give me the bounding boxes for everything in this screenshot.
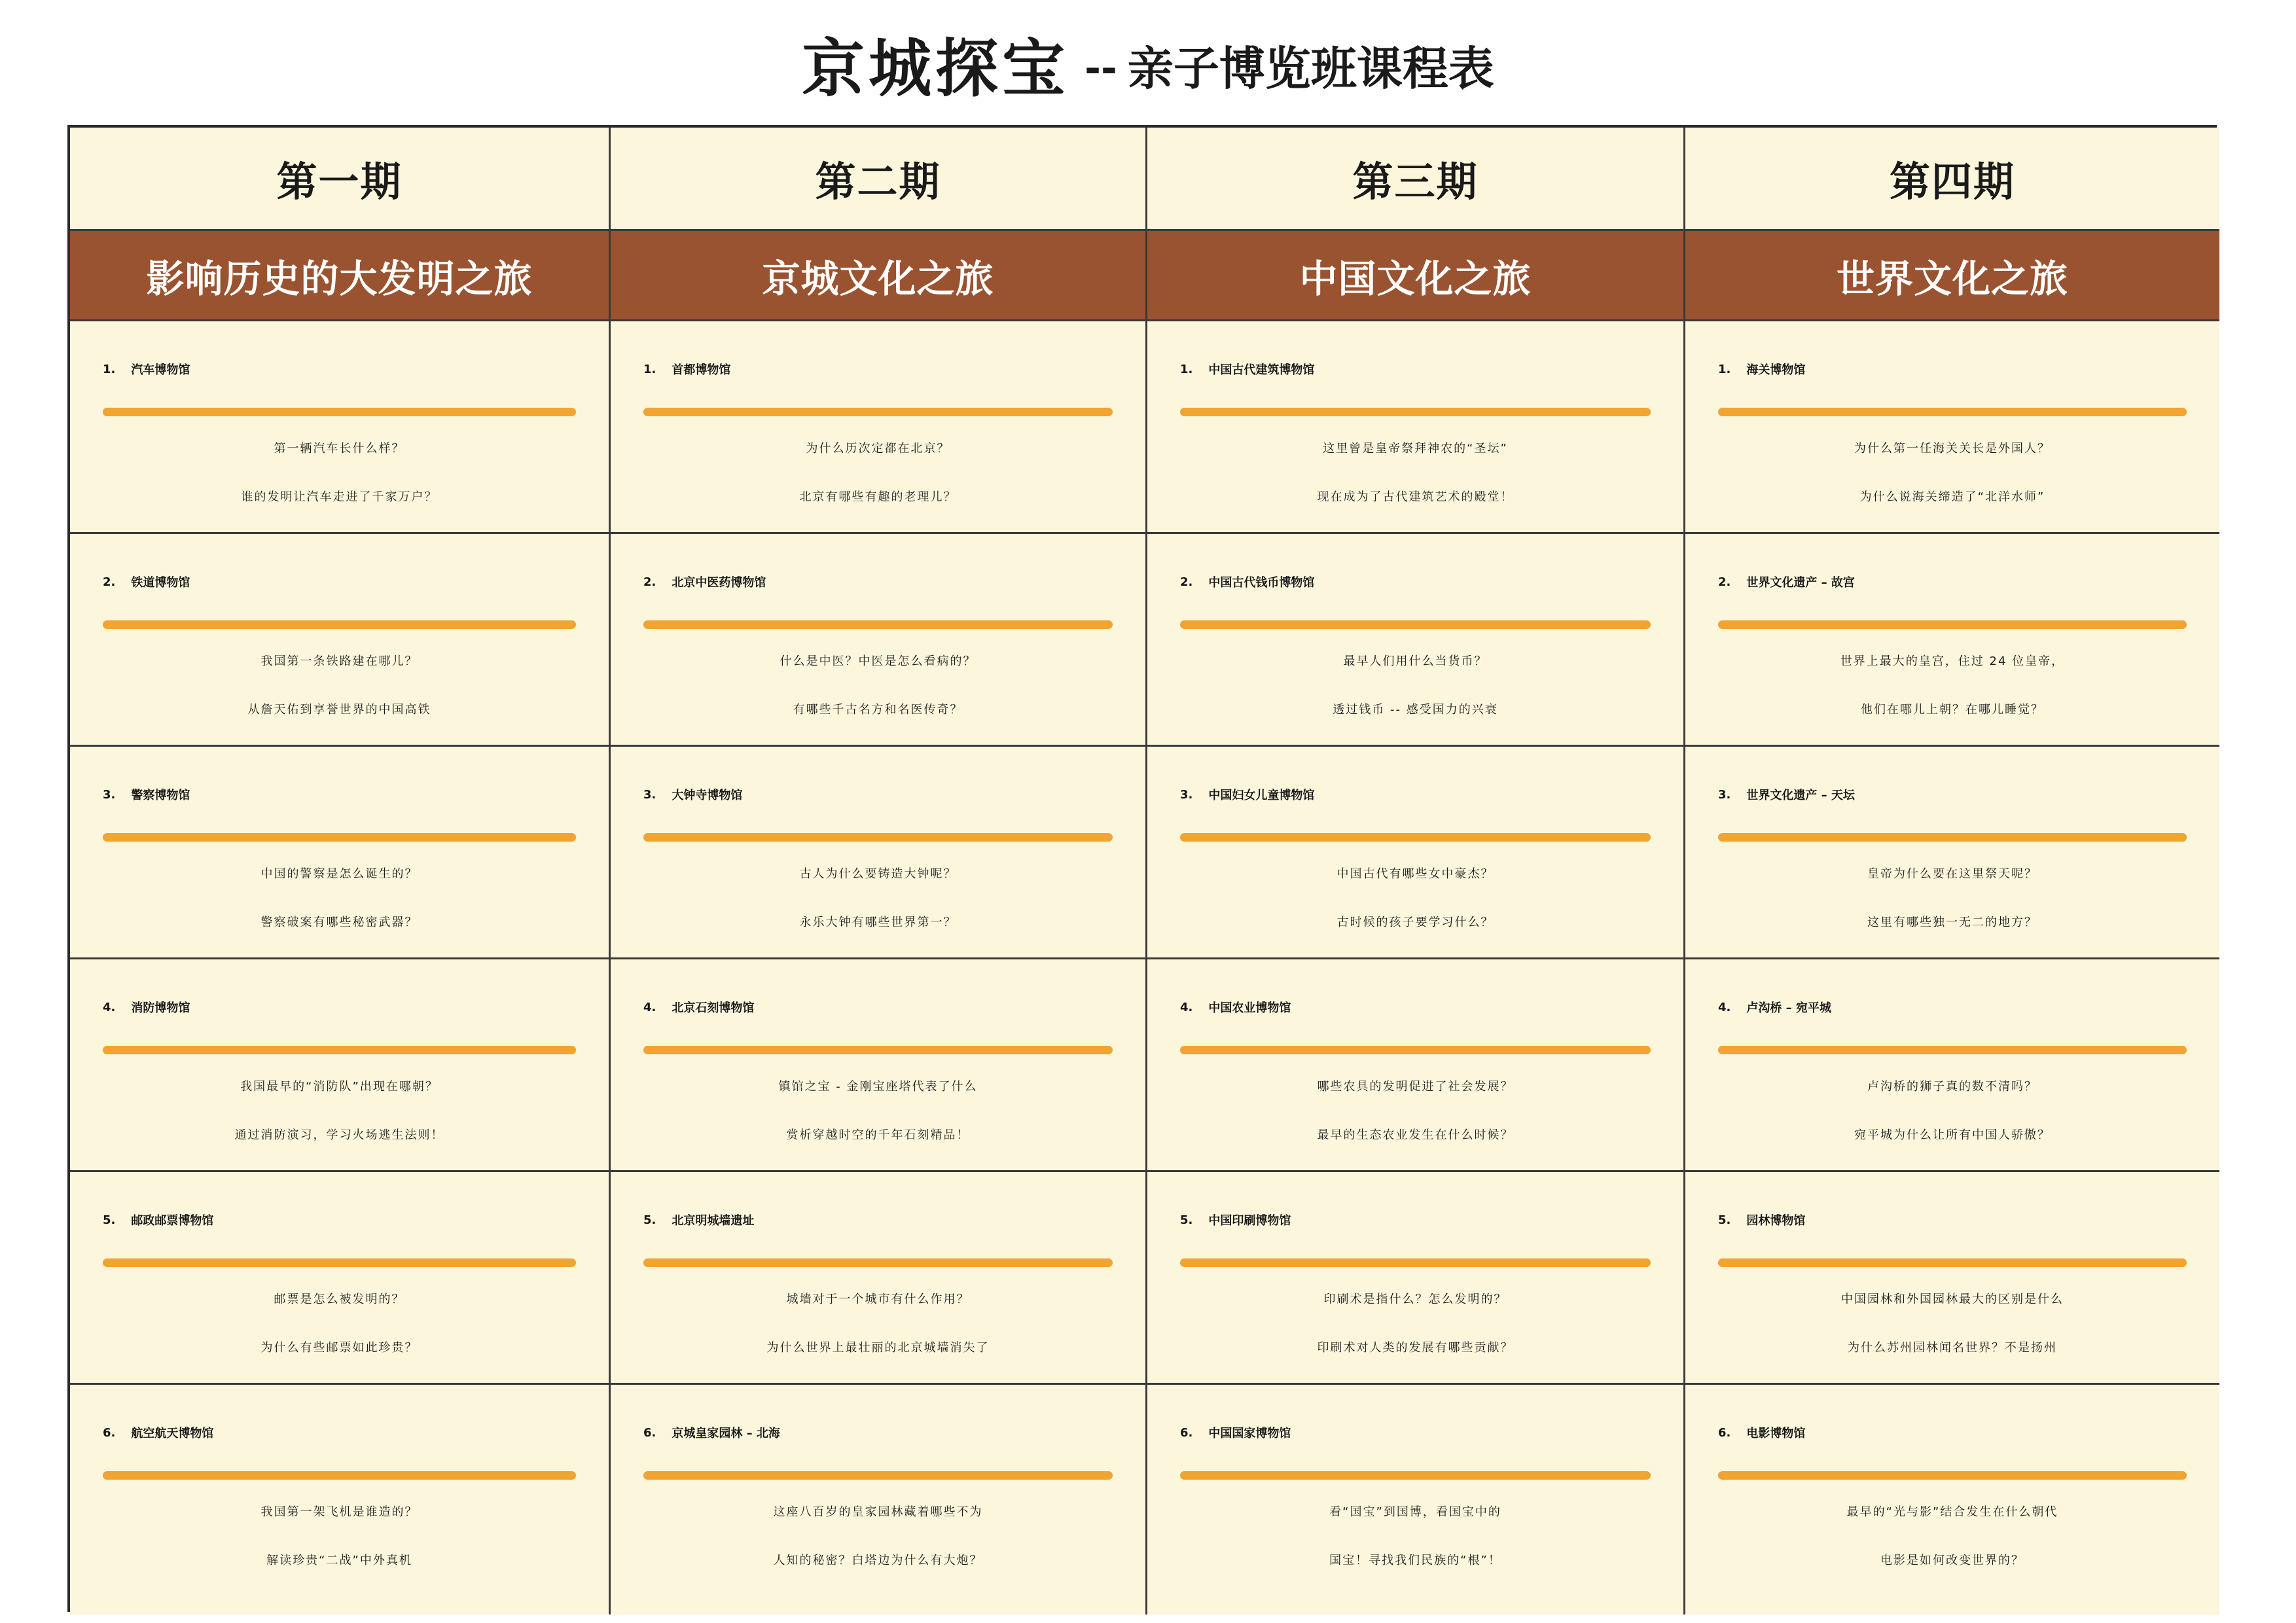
course-question: 这座八百岁的皇家园林藏着哪些不为 bbox=[773, 1505, 983, 1519]
course-name: 世界文化遗产 – 故宫 bbox=[1746, 576, 1855, 590]
course-title bbox=[1718, 765, 2206, 824]
course-question: 现在成为了古代建筑艺术的殿堂！ bbox=[1317, 490, 1514, 504]
course-questions bbox=[1160, 850, 1670, 947]
course-name: 汽车博物馆 bbox=[131, 363, 190, 377]
course-questions bbox=[624, 1063, 1132, 1160]
course-questions bbox=[1160, 637, 1670, 734]
course-questions bbox=[1160, 1488, 1670, 1585]
course-questions bbox=[624, 425, 1132, 522]
course-title bbox=[1180, 1190, 1670, 1249]
course-cell bbox=[1147, 1385, 1685, 1614]
course-title bbox=[1180, 1403, 1670, 1462]
course-name: 铁道博物馆 bbox=[131, 576, 190, 590]
title-underline bbox=[1180, 833, 1651, 842]
title-underline bbox=[1718, 620, 2187, 629]
course-question: 北京有哪些有趣的老理儿？ bbox=[799, 490, 957, 504]
course-question: 镇馆之宝 - 金刚宝座塔代表了什么 bbox=[778, 1080, 978, 1094]
title-underline bbox=[1180, 620, 1651, 629]
course-question: 通过消防演习，学习火场逃生法则！ bbox=[234, 1128, 444, 1142]
course-name: 北京石刻博物馆 bbox=[672, 1001, 755, 1015]
title-underline bbox=[103, 620, 576, 629]
course-number: 5. bbox=[1180, 1213, 1193, 1227]
course-number: 6. bbox=[1718, 1425, 1731, 1440]
course-questions bbox=[83, 1275, 596, 1372]
course-name: 中国妇女儿童博物馆 bbox=[1208, 789, 1315, 802]
course-number: 6. bbox=[1180, 1425, 1193, 1440]
course-cell bbox=[70, 959, 611, 1172]
course-number: 1. bbox=[103, 362, 116, 376]
course-title bbox=[103, 1190, 596, 1249]
title-underline bbox=[643, 1046, 1113, 1054]
course-question: 人知的秘密？白塔边为什么有大炮？ bbox=[773, 1554, 983, 1567]
theme-header bbox=[611, 231, 1147, 321]
course-number: 5. bbox=[103, 1213, 116, 1227]
course-cell bbox=[1147, 959, 1685, 1172]
course-questions bbox=[83, 850, 596, 947]
period-header bbox=[611, 128, 1147, 231]
course-number: 4. bbox=[103, 1000, 116, 1014]
course-title bbox=[103, 552, 596, 611]
title-separator: -- bbox=[1085, 46, 1117, 92]
course-question: 邮票是怎么被发明的？ bbox=[274, 1293, 405, 1306]
title-underline bbox=[1718, 1471, 2187, 1480]
course-title bbox=[1718, 552, 2206, 611]
course-number: 3. bbox=[643, 787, 656, 802]
course-name: 世界文化遗产 – 天坛 bbox=[1746, 789, 1855, 802]
course-cell bbox=[1147, 1172, 1685, 1385]
course-title bbox=[103, 1403, 596, 1462]
course-question: 印刷术对人类的发展有哪些贡献？ bbox=[1317, 1341, 1514, 1355]
course-question: 我国最早的“消防队”出现在哪朝？ bbox=[240, 1080, 439, 1094]
title-underline bbox=[1718, 408, 2187, 416]
course-cell bbox=[611, 1172, 1147, 1385]
title-underline bbox=[643, 833, 1113, 842]
title-main: 京城探宝 bbox=[802, 32, 1069, 105]
course-question: 卢沟桥的狮子真的数不清吗？ bbox=[1867, 1080, 2037, 1094]
course-cell bbox=[1685, 959, 2219, 1172]
title-underline bbox=[1718, 833, 2187, 842]
period-header bbox=[70, 128, 611, 231]
course-number: 2. bbox=[1718, 575, 1731, 589]
course-question: 中国的警察是怎么诞生的？ bbox=[260, 867, 418, 881]
course-title bbox=[643, 1190, 1132, 1249]
course-name: 航空航天博物馆 bbox=[131, 1427, 214, 1440]
course-title bbox=[103, 978, 596, 1037]
theme-header bbox=[1147, 231, 1685, 321]
course-questions bbox=[83, 1488, 596, 1585]
course-question: 皇帝为什么要在这里祭天呢？ bbox=[1867, 867, 2037, 881]
course-question: 最早的生态农业发生在什么时候？ bbox=[1317, 1128, 1514, 1142]
course-questions bbox=[1698, 425, 2206, 522]
title-underline bbox=[1180, 1258, 1651, 1267]
course-question: 为什么世界上最壮丽的北京城墙消失了 bbox=[766, 1341, 990, 1355]
course-number: 5. bbox=[643, 1213, 656, 1227]
course-cell bbox=[611, 959, 1147, 1172]
course-title bbox=[643, 1403, 1132, 1462]
title-underline bbox=[103, 833, 576, 842]
course-question: 透过钱币 -- 感受国力的兴衰 bbox=[1333, 703, 1498, 717]
course-question: 哪些农具的发明促进了社会发展？ bbox=[1317, 1080, 1514, 1094]
course-name: 消防博物馆 bbox=[131, 1001, 190, 1015]
course-name: 大钟寺博物馆 bbox=[672, 789, 743, 802]
title-subtitle: 亲子博览班课程表 bbox=[1127, 42, 1494, 96]
course-questions bbox=[1698, 637, 2206, 734]
course-questions bbox=[1698, 850, 2206, 947]
course-question: 古人为什么要铸造大钟呢？ bbox=[799, 867, 957, 881]
course-question: 为什么苏州园林闻名世界？不是扬州 bbox=[1848, 1341, 2057, 1355]
course-title bbox=[1180, 340, 1670, 399]
course-cell bbox=[611, 321, 1147, 534]
course-question: 我国第一架飞机是谁造的？ bbox=[260, 1505, 418, 1519]
course-cell bbox=[1685, 534, 2219, 747]
course-question: 为什么第一任海关关长是外国人？ bbox=[1854, 442, 2051, 455]
course-cell bbox=[1147, 534, 1685, 747]
period-label: 第二期 bbox=[815, 158, 941, 205]
course-name: 卢沟桥 – 宛平城 bbox=[1746, 1001, 1831, 1015]
course-cell bbox=[70, 534, 611, 747]
theme-label: 世界文化之旅 bbox=[1836, 256, 2068, 301]
course-name: 中国农业博物馆 bbox=[1208, 1001, 1291, 1015]
course-cell bbox=[70, 1172, 611, 1385]
course-question: 解读珍贵“二战”中外真机 bbox=[266, 1554, 412, 1567]
course-title bbox=[1718, 978, 2206, 1037]
course-name: 邮政邮票博物馆 bbox=[131, 1214, 214, 1228]
title-underline bbox=[1718, 1046, 2187, 1054]
course-questions bbox=[83, 1063, 596, 1160]
course-name: 中国印刷博物馆 bbox=[1208, 1214, 1291, 1228]
course-cell bbox=[611, 747, 1147, 959]
course-question: 从詹天佑到享誉世界的中国高铁 bbox=[247, 703, 431, 717]
course-name: 警察博物馆 bbox=[131, 789, 190, 802]
theme-header bbox=[1685, 231, 2219, 321]
course-cell bbox=[611, 534, 1147, 747]
course-question: 有哪些千古名方和名医传奇？ bbox=[793, 703, 963, 717]
course-cell bbox=[70, 321, 611, 534]
course-questions bbox=[83, 637, 596, 734]
course-question: 永乐大钟有哪些世界第一？ bbox=[799, 916, 957, 929]
course-number: 3. bbox=[103, 787, 116, 802]
course-title bbox=[103, 340, 596, 399]
course-question: 什么是中医？中医是怎么看病的？ bbox=[780, 654, 977, 668]
course-number: 3. bbox=[1180, 787, 1193, 802]
course-questions bbox=[1160, 425, 1670, 522]
course-question: 宛平城为什么让所有中国人骄傲？ bbox=[1854, 1128, 2051, 1142]
period-header bbox=[1147, 128, 1685, 231]
title-underline bbox=[643, 1471, 1113, 1480]
course-name: 中国古代建筑博物馆 bbox=[1208, 363, 1315, 377]
course-question: 电影是如何改变世界的？ bbox=[1880, 1554, 2024, 1567]
course-question: 他们在哪儿上朝？在哪儿睡觉？ bbox=[1861, 703, 2044, 717]
course-questions bbox=[1160, 1275, 1670, 1372]
course-title bbox=[103, 765, 596, 824]
title-underline bbox=[1180, 1471, 1651, 1480]
course-question: 古时候的孩子要学习什么？ bbox=[1336, 916, 1494, 929]
course-title bbox=[1180, 552, 1670, 611]
course-questions bbox=[624, 637, 1132, 734]
course-question: 我国第一条铁路建在哪儿？ bbox=[260, 654, 418, 668]
course-name: 首都博物馆 bbox=[672, 363, 731, 377]
course-question: 警察破案有哪些秘密武器？ bbox=[260, 916, 418, 929]
title-underline bbox=[1180, 1046, 1651, 1054]
course-question: 为什么有些邮票如此珍贵？ bbox=[260, 1341, 418, 1355]
course-name: 北京明城墙遗址 bbox=[672, 1214, 755, 1228]
course-question: 印刷术是指什么？怎么发明的？ bbox=[1323, 1293, 1507, 1306]
title-underline bbox=[103, 1046, 576, 1054]
course-number: 6. bbox=[643, 1425, 656, 1440]
title-underline bbox=[643, 620, 1113, 629]
course-title bbox=[643, 552, 1132, 611]
course-number: 3. bbox=[1718, 787, 1731, 802]
course-question: 第一辆汽车长什么样？ bbox=[274, 442, 405, 455]
course-number: 2. bbox=[103, 575, 116, 589]
course-question: 国宝！寻找我们民族的“根”！ bbox=[1329, 1554, 1501, 1567]
course-question: 中国园林和外国园林最大的区别是什么 bbox=[1841, 1293, 2064, 1306]
course-title bbox=[1718, 1403, 2206, 1462]
course-number: 4. bbox=[1718, 1000, 1731, 1014]
course-question: 最早的“光与影”结合发生在什么朝代 bbox=[1846, 1505, 2058, 1519]
course-cell bbox=[1685, 747, 2219, 959]
course-cell bbox=[1685, 1172, 2219, 1385]
course-cell bbox=[70, 747, 611, 959]
course-cell bbox=[1685, 321, 2219, 534]
theme-label: 中国文化之旅 bbox=[1299, 256, 1532, 301]
course-cell bbox=[1147, 321, 1685, 534]
period-header bbox=[1685, 128, 2219, 231]
course-schedule-table bbox=[67, 125, 2217, 1612]
course-title bbox=[643, 340, 1132, 399]
period-label: 第一期 bbox=[276, 158, 403, 205]
course-name: 海关博物馆 bbox=[1746, 363, 1806, 377]
course-question: 城墙对于一个城市有什么作用？ bbox=[786, 1293, 970, 1306]
theme-label: 京城文化之旅 bbox=[762, 256, 994, 301]
course-name: 中国国家博物馆 bbox=[1208, 1427, 1291, 1440]
course-number: 1. bbox=[1718, 362, 1731, 376]
course-number: 4. bbox=[1180, 1000, 1193, 1014]
title-underline bbox=[1180, 408, 1651, 416]
course-name: 北京中医药博物馆 bbox=[672, 576, 766, 590]
period-label: 第三期 bbox=[1352, 158, 1479, 205]
course-number: 2. bbox=[643, 575, 656, 589]
course-title bbox=[1180, 765, 1670, 824]
course-questions bbox=[1698, 1063, 2206, 1160]
course-title bbox=[643, 765, 1132, 824]
course-question: 这里曾是皇帝祭拜神农的“圣坛” bbox=[1323, 442, 1508, 455]
course-number: 5. bbox=[1718, 1213, 1731, 1227]
course-questions bbox=[1698, 1488, 2206, 1585]
title-underline bbox=[103, 408, 576, 416]
course-question: 谁的发明让汽车走进了千家万户？ bbox=[241, 490, 438, 504]
course-cell bbox=[70, 1385, 611, 1614]
course-cell bbox=[611, 1385, 1147, 1614]
course-questions bbox=[624, 1488, 1132, 1585]
course-number: 6. bbox=[103, 1425, 116, 1440]
course-question: 为什么说海关缔造了“北洋水师” bbox=[1859, 490, 2045, 504]
theme-header bbox=[70, 231, 611, 321]
course-name: 中国古代钱币博物馆 bbox=[1208, 576, 1315, 590]
course-question: 看“国宝”到国博，看国宝中的 bbox=[1329, 1505, 1501, 1519]
course-question: 中国古代有哪些女中豪杰？ bbox=[1336, 867, 1494, 881]
course-questions bbox=[624, 1275, 1132, 1372]
course-number: 1. bbox=[1180, 362, 1193, 376]
course-number: 4. bbox=[643, 1000, 656, 1014]
course-questions bbox=[1698, 1275, 2206, 1372]
title-underline bbox=[103, 1258, 576, 1267]
course-title bbox=[643, 978, 1132, 1037]
course-name: 电影博物馆 bbox=[1746, 1427, 1806, 1440]
course-question: 为什么历次定都在北京？ bbox=[806, 442, 950, 455]
title-underline bbox=[643, 1258, 1113, 1267]
theme-label: 影响历史的大发明之旅 bbox=[146, 256, 533, 301]
course-title bbox=[1718, 340, 2206, 399]
title-underline bbox=[103, 1471, 576, 1480]
title-underline bbox=[1718, 1258, 2187, 1267]
course-question: 最早人们用什么当货币？ bbox=[1343, 654, 1488, 668]
course-question: 世界上最大的皇宫，住过 24 位皇帝， bbox=[1840, 654, 2065, 668]
course-questions bbox=[624, 850, 1132, 947]
course-name: 园林博物馆 bbox=[1746, 1214, 1806, 1228]
course-questions bbox=[83, 425, 596, 522]
course-number: 1. bbox=[643, 362, 656, 376]
course-cell bbox=[1147, 747, 1685, 959]
course-questions bbox=[1160, 1063, 1670, 1160]
course-question: 赏析穿越时空的千年石刻精品！ bbox=[786, 1128, 970, 1142]
course-number: 2. bbox=[1180, 575, 1193, 589]
course-cell bbox=[1685, 1385, 2219, 1614]
course-title bbox=[1718, 1190, 2206, 1249]
course-question: 这里有哪些独一无二的地方？ bbox=[1867, 916, 2037, 929]
title-underline bbox=[643, 408, 1113, 416]
page-title bbox=[0, 20, 2296, 118]
course-name: 京城皇家园林 – 北海 bbox=[672, 1427, 780, 1440]
period-label: 第四期 bbox=[1889, 158, 2015, 205]
course-title bbox=[1180, 978, 1670, 1037]
